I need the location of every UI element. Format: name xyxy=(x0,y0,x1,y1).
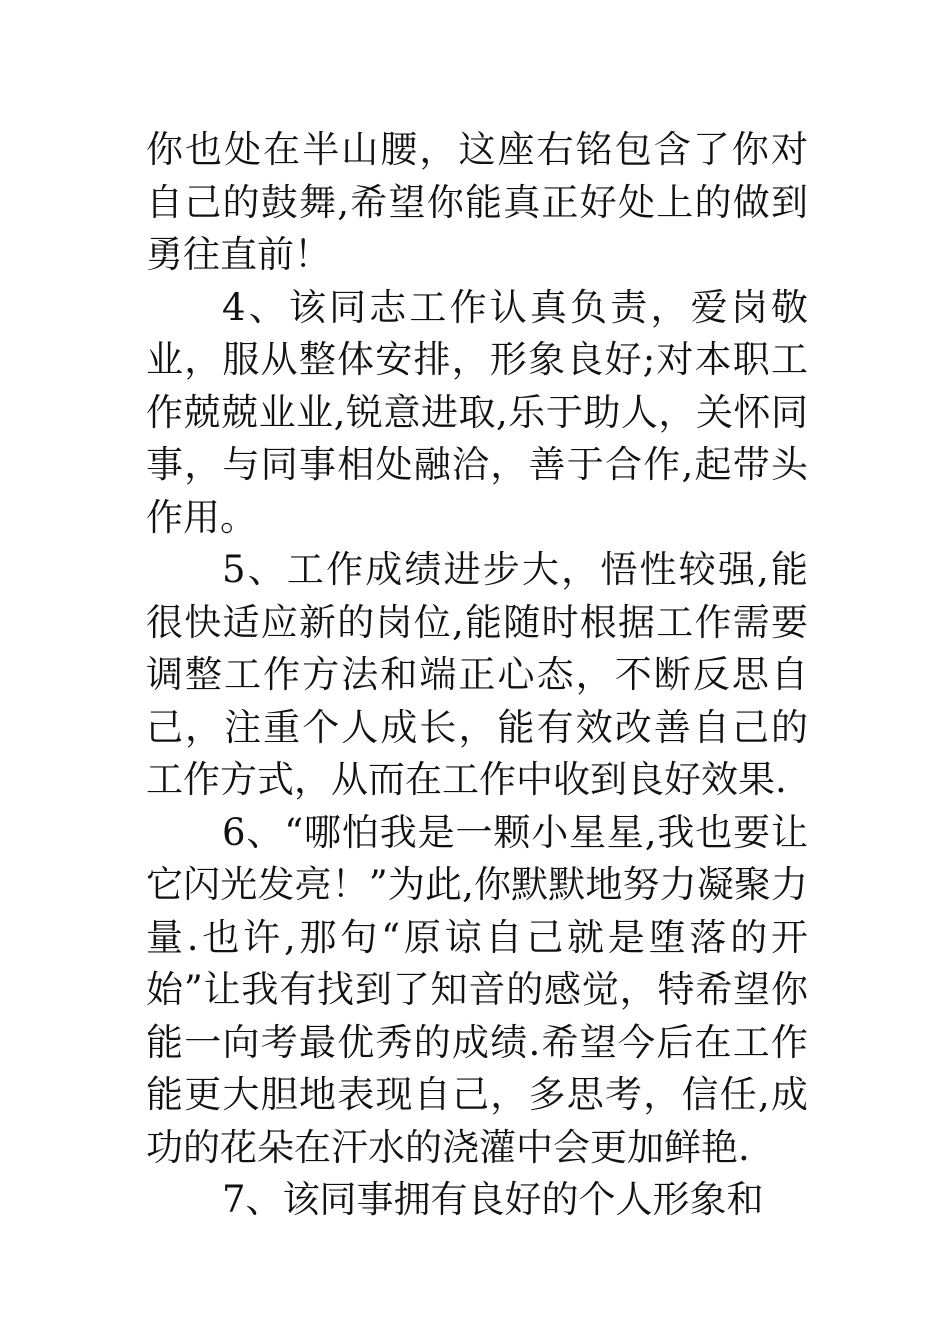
paragraph-item-4: 4、该同志工作认真负责，爱岗敬业，服从整体安排，形象良好;对本职工作兢兢业业,锐意进取,乐于助人，关怀同事，与同事相处融洽，善于合作,起带头作用。 xyxy=(146,285,808,539)
paragraph-continuation: 你也处在半山腰，这座右铭包含了你对自己的鼓舞,希望你能真正好处上的做到勇往直前！ xyxy=(146,128,808,276)
document-body xyxy=(146,124,808,1227)
paragraph-item-5: 5、工作成绩进步大，悟性较强,能很快适应新的岗位,能随时根据工作需要调整工作方法和端正心态，不断反思自己，注重个人成长，能有效改善自己的工作方式，从而在工作中收到良好效果. xyxy=(146,548,808,801)
paragraph-item-6: 6、“哪怕我是一颗小星星,我也要让它闪光发亮！”为此,你默默地努力凝聚力量.也许,那句“原谅自己就是堕落的开始”让我有找到了知音的感觉，特希望你能一向考最优秀的成绩.希望今后在工作能更大胆地表现自己，多思考，信任,成功的花朵在汗水的浇灌中会更加鲜艳. xyxy=(146,810,808,1169)
paragraph-item-7: 7、该同事拥有良好的个人形象和 xyxy=(222,1178,764,1221)
